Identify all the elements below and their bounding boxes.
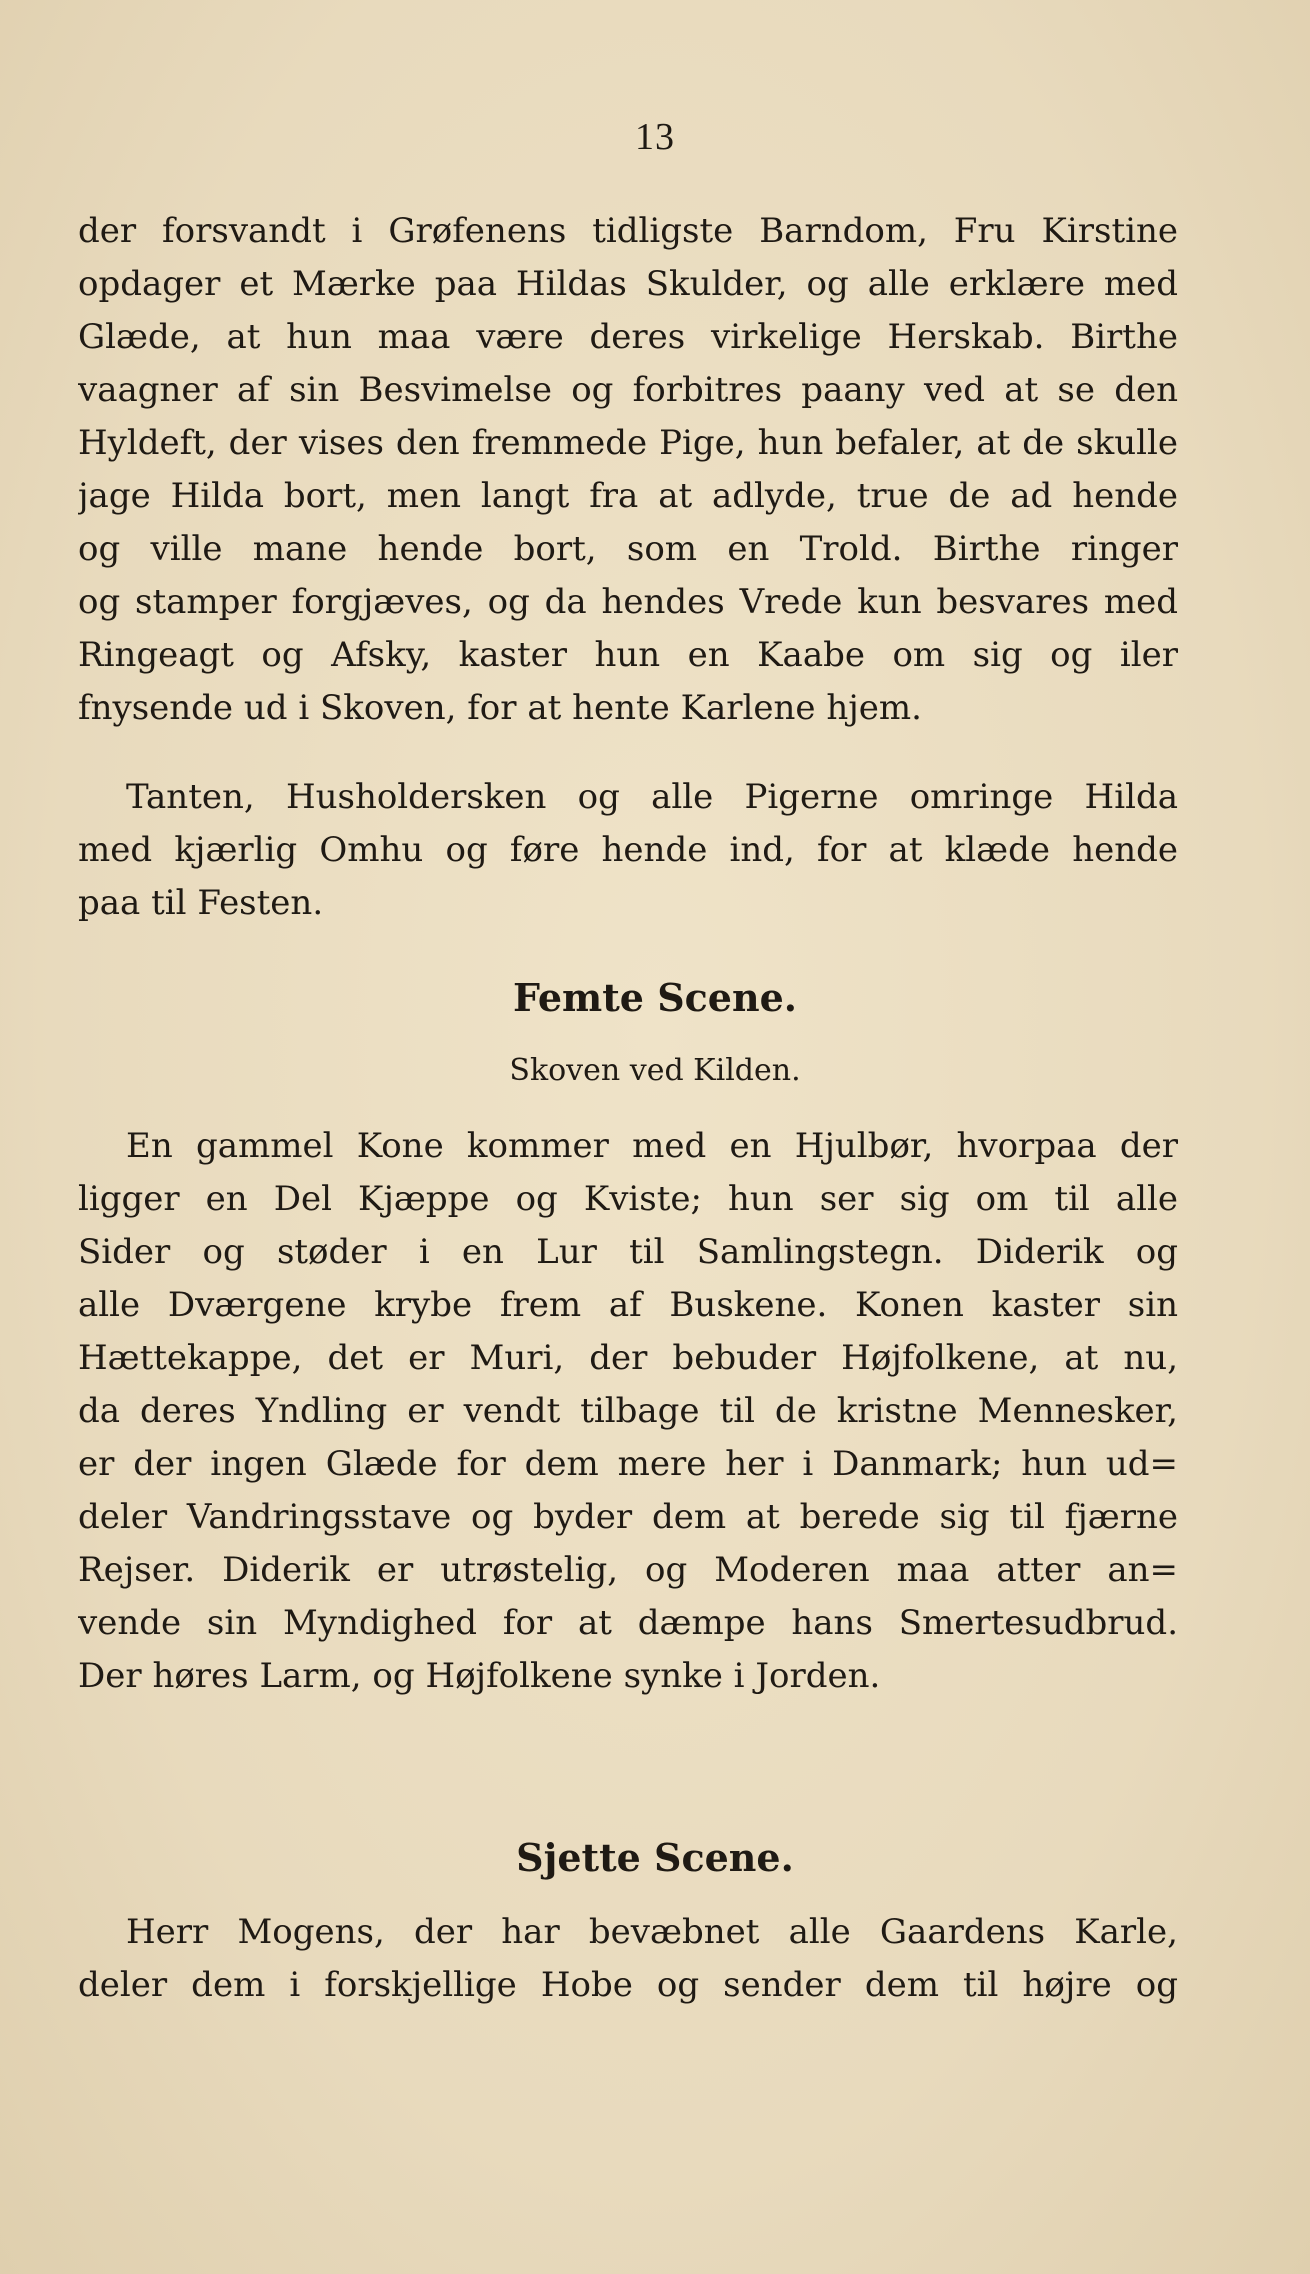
text-line: fnysende ud i Skoven, for at hente Karlene hjem.: [78, 688, 922, 728]
text-line: vaagner af sin Besvimelse og forbitres paany ved at se den: [78, 370, 1178, 410]
paragraph-scene5: [78, 1120, 1178, 1703]
text-line: vende sin Myndighed for at dæmpe hans Smertesudbrud.: [78, 1603, 1178, 1643]
text-line: Sider og støder i en Lur til Samlingstegn. Diderik og: [78, 1232, 1178, 1272]
text-line: deler dem i forskjellige Hobe og sender dem til højre og: [78, 1965, 1178, 2005]
text-line: alle Dværgene krybe frem af Buskene. Konen kaster sin: [78, 1285, 1178, 1325]
text-line: En gammel Kone kommer med en Hjulbør, hvorpaa der: [126, 1126, 1178, 1166]
text-line: paa til Festen.: [78, 883, 324, 923]
text-line: Tanten, Husholdersken og alle Pigerne omringe Hilda: [126, 777, 1178, 817]
page-number: 13: [635, 116, 675, 158]
text-line: Hættekappe, det er Muri, der bebuder Højfolkene, at nu,: [78, 1338, 1178, 1378]
text-line: Ringeagt og Afsky, kaster hun en Kaabe om sig og iler: [78, 635, 1178, 675]
text-line: jage Hilda bort, men langt fra at adlyde, true de ad hende: [78, 476, 1178, 516]
paragraph-tanten: [78, 771, 1178, 930]
text-line: og ville mane hende bort, som en Trold. Birthe ringer: [78, 529, 1178, 569]
text-line: Hyldeft, der vises den fremmede Pige, hun befaler, at de skulle: [78, 423, 1178, 463]
text-line: der forsvandt i Grøfenens tidligste Barndom, Fru Kirstine: [78, 211, 1178, 251]
scene-setting: Skoven ved Kilden.: [509, 1053, 801, 1088]
paragraph-scene6: [78, 1906, 1178, 2012]
text-line: opdager et Mærke paa Hildas Skulder, og alle erklære med: [78, 264, 1178, 304]
text-line: Der høres Larm, og Højfolkene synke i Jorden.: [78, 1656, 881, 1696]
text-line: Herr Mogens, der har bevæbnet alle Gaardens Karle,: [126, 1912, 1178, 1952]
text-line: deler Vandringsstave og byder dem at berede sig til fjærne: [78, 1497, 1178, 1537]
text-line: og stamper forgjæves, og da hendes Vrede kun besvares med: [78, 582, 1178, 622]
text-line: Glæde, at hun maa være deres virkelige Herskab. Birthe: [78, 317, 1178, 357]
scene-heading-sjette: Sjette Scene.: [516, 1835, 794, 1880]
text-line: med kjærlig Omhu og føre hende ind, for at klæde hende: [78, 830, 1178, 870]
scene-heading-femte: Femte Scene.: [512, 975, 798, 1020]
text-line: er der ingen Glæde for dem mere her i Danmark; hun ud=: [78, 1444, 1178, 1484]
text-line: Rejser. Diderik er utrøstelig, og Moderen maa atter an=: [78, 1550, 1178, 1590]
paragraph-continuation: [78, 205, 1178, 735]
text-line: ligger en Del Kjæppe og Kviste; hun ser sig om til alle: [78, 1179, 1178, 1219]
text-line: da deres Yndling er vendt tilbage til de kristne Mennesker,: [78, 1391, 1178, 1431]
